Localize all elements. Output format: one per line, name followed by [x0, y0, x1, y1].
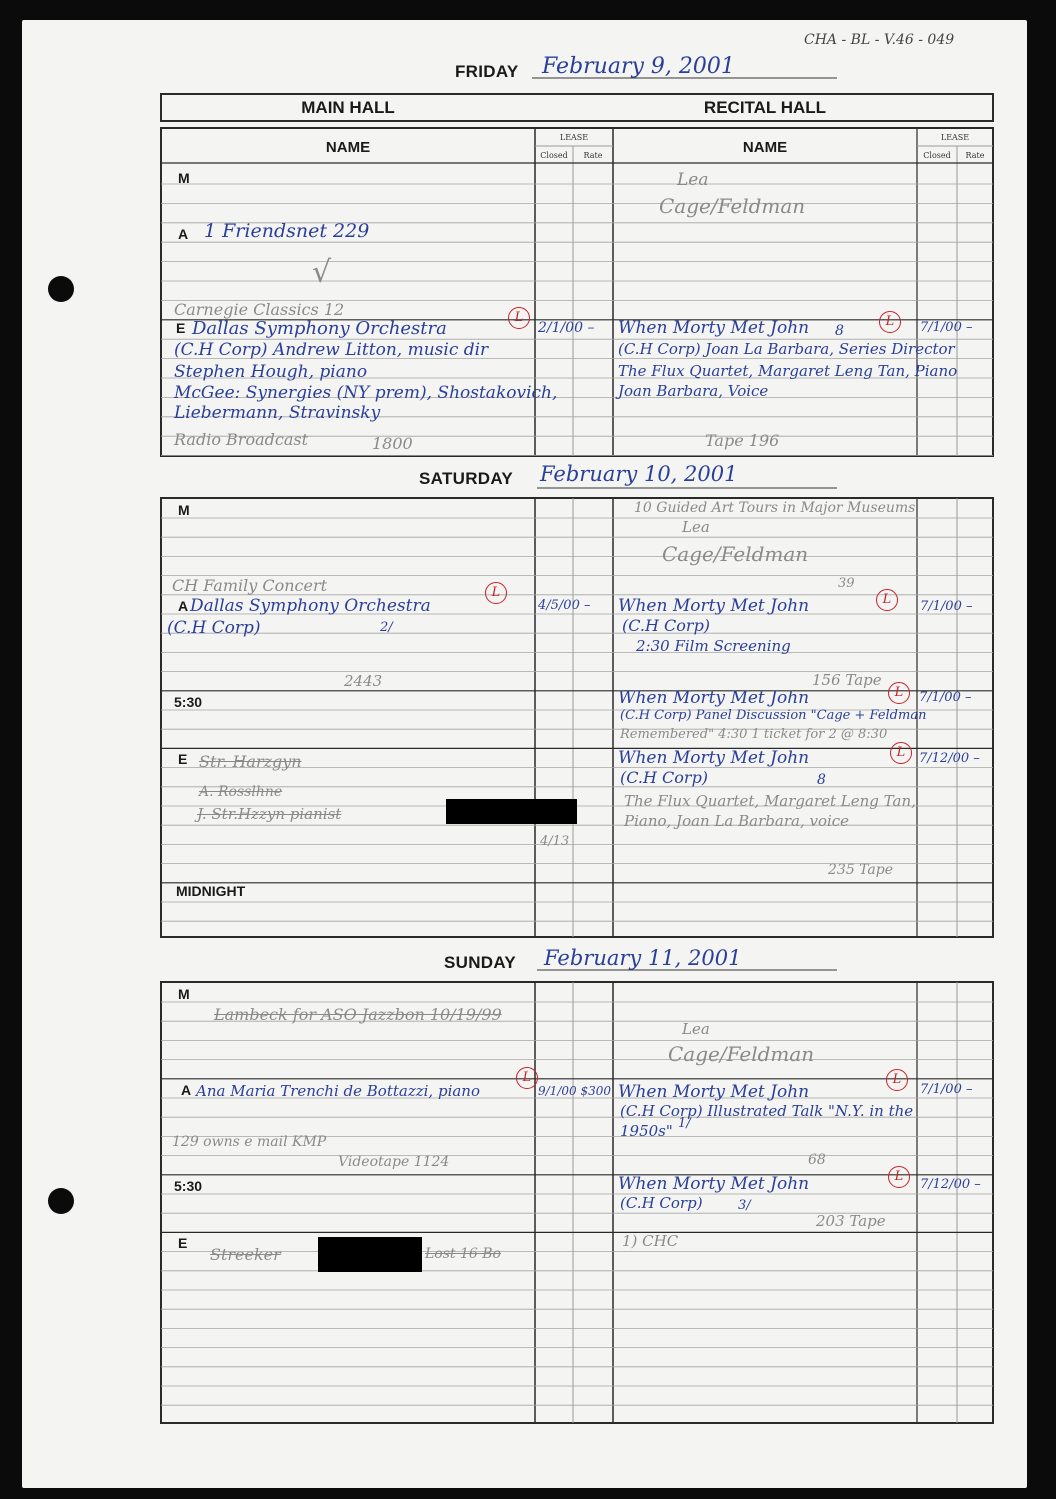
- friday-count: 1800: [372, 434, 413, 453]
- saturday-recital-e: When Morty Met John: [618, 748, 810, 768]
- saturday-recital-a: When Morty Met John: [618, 596, 810, 616]
- saturday-e-date: 4/13: [540, 834, 570, 849]
- saturday-main-frac: 2/: [380, 620, 393, 635]
- row-label-a: A: [178, 226, 189, 242]
- name-column-header-main: NAME: [325, 139, 371, 156]
- friday-main-a-entry: 1 Friendsnet 229: [204, 220, 370, 242]
- friday-main-e-line: Liebermann, Stravinsky: [174, 403, 381, 423]
- sunday-recital-a: 1950s": [620, 1122, 673, 1140]
- saturday-recital-a: 2:30 Film Screening: [636, 637, 791, 655]
- ledger-grid: [22, 20, 1027, 1488]
- closed-header-recital: Closed: [923, 151, 951, 160]
- main-hall-header: MAIN HALL: [301, 98, 395, 117]
- saturday-date: February 10, 2001: [540, 462, 738, 486]
- friday-recital-e-line: The Flux Quartet, Margaret Leng Tan, Piano: [618, 362, 958, 380]
- day-label-friday: FRIDAY: [455, 62, 519, 81]
- saturday-recital-tape: 156 Tape: [812, 671, 882, 689]
- saturday-recital-530: (C.H Corp) Panel Discussion "Cage + Feldman: [620, 708, 927, 723]
- friday-recital-e-line: Joan Barbara, Voice: [618, 382, 769, 400]
- row-label-e: E: [178, 751, 188, 767]
- name-column-header-recital: NAME: [742, 139, 788, 156]
- row-label-a: A: [178, 598, 189, 614]
- saturday-main-a: (C.H Corp): [167, 618, 261, 638]
- closed-header-main: Closed: [540, 151, 568, 160]
- row-label-530: 5:30: [174, 694, 203, 710]
- lease-header-main: LEASE: [559, 133, 589, 142]
- friday-main-e-line: McGee: Synergies (NY prem), Shostakovich,: [174, 383, 558, 403]
- day-label-saturday: SATURDAY: [419, 469, 514, 488]
- rate-header-main: Rate: [583, 151, 603, 160]
- saturday-cross: J. Str.Hzzyn pianist: [197, 805, 342, 823]
- saturday-recital-top: Cage/Feldman: [662, 542, 809, 566]
- lease-mark: L: [888, 682, 910, 704]
- sunday-recital-a-closed: 7/1/00 –: [920, 1082, 973, 1097]
- saturday-recital-top: 10 Guided Art Tours in Major Museums: [634, 500, 916, 516]
- sunday-m-cross: Lambeck for ASO Jazzbon 10/19/99: [214, 1005, 502, 1024]
- saturday-recital-e-tape: 235 Tape: [828, 862, 894, 878]
- lease-mark: L: [516, 1067, 538, 1089]
- lease-mark: L: [508, 307, 530, 329]
- lease-mark: L: [876, 589, 898, 611]
- redaction-bar: [446, 799, 577, 824]
- row-label-midnight: MIDNIGHT: [176, 883, 246, 899]
- lease-mark: L: [879, 311, 901, 333]
- sunday-main-closed: 9/1/00 $300: [538, 1084, 611, 1098]
- saturday-recital-a: (C.H Corp): [622, 616, 711, 635]
- archive-stamp: CHA - BL - V.46 - 049: [804, 32, 955, 48]
- saturday-recital-e: The Flux Quartet, Margaret Leng Tan,: [624, 792, 916, 810]
- lease-mark: L: [886, 1069, 908, 1091]
- sunday-recital-530: (C.H Corp): [620, 1194, 703, 1212]
- binder-hole: [48, 1188, 74, 1214]
- row-label-m: M: [178, 170, 190, 186]
- sunday-recital-530-frac: 3/: [738, 1198, 751, 1213]
- saturday-recital-530: When Morty Met John: [618, 688, 810, 708]
- sunday-recital-a-frac: 1/: [678, 1116, 691, 1131]
- ledger-page: [22, 20, 1027, 1488]
- saturday-recital-a-closed: 7/1/00 –: [920, 599, 973, 614]
- row-label-m: M: [178, 986, 190, 1002]
- row-label-530: 5:30: [174, 1178, 203, 1194]
- friday-main-closed: 2/1/00 –: [538, 320, 595, 336]
- friday-main-e-line: (C.H Corp) Andrew Litton, music dir: [174, 340, 489, 360]
- saturday-recital-530-closed: 7/1/00 –: [919, 690, 972, 705]
- friday-carnegie: Carnegie Classics 12: [174, 300, 345, 319]
- friday-recital-top: Cage/Feldman: [659, 194, 806, 218]
- saturday-main-a: Dallas Symphony Orchestra: [190, 596, 431, 616]
- friday-recital-e-line: (C.H Corp) Joan La Barbara, Series Director: [618, 340, 955, 358]
- saturday-recital-num: 39: [838, 576, 855, 591]
- saturday-count: 2443: [344, 672, 383, 690]
- sunday-recital-a: When Morty Met John: [618, 1082, 810, 1102]
- friday-recital-top: Lea: [677, 170, 709, 190]
- sunday-e-cross: Streeker: [210, 1245, 281, 1264]
- lease-mark: L: [888, 1166, 910, 1188]
- lease-mark: L: [890, 742, 912, 764]
- check-mark: √: [312, 255, 332, 290]
- sunday-e-cross: Lost 16 Bo: [425, 1246, 501, 1262]
- row-label-e: E: [176, 320, 186, 336]
- friday-radio: Radio Broadcast: [174, 430, 308, 449]
- sunday-main-a: Ana Maria Trenchi de Bottazzi, piano: [196, 1082, 480, 1100]
- sunday-recital-530: When Morty Met John: [618, 1174, 810, 1194]
- friday-main-e-line: Dallas Symphony Orchestra: [192, 318, 447, 339]
- sunday-date: February 11, 2001: [544, 946, 742, 970]
- friday-recital-closed: 7/1/00 –: [920, 320, 973, 335]
- friday-recital-e-line: When Morty Met John: [618, 318, 810, 338]
- day-label-sunday: SUNDAY: [444, 953, 517, 972]
- binder-hole: [48, 276, 74, 302]
- row-label-e: E: [178, 1235, 188, 1251]
- sunday-recital-top: Lea: [682, 1020, 710, 1038]
- saturday-recital-e-num: 8: [817, 772, 826, 788]
- sunday-recital-e-note: 1) CHC: [622, 1232, 679, 1250]
- sunday-recital-530-closed: 7/12/00 –: [920, 1177, 981, 1192]
- friday-date: February 9, 2001: [542, 54, 735, 79]
- friday-recital-num: 8: [835, 323, 844, 339]
- sunday-note: 129 owns e mail KMP: [172, 1134, 327, 1150]
- saturday-recital-e: (C.H Corp): [620, 768, 709, 787]
- sunday-recital-top: Cage/Feldman: [668, 1042, 815, 1066]
- row-label-a: A: [181, 1082, 192, 1098]
- saturday-cross: A. Rosslhne: [199, 784, 283, 800]
- sunday-recital-tape: 203 Tape: [816, 1212, 886, 1230]
- redaction-bar: [318, 1237, 422, 1272]
- lease-mark: L: [485, 582, 507, 604]
- sunday-note: Videotape 1124: [338, 1154, 450, 1170]
- recital-hall-header: RECITAL HALL: [703, 98, 827, 117]
- saturday-main-closed: 4/5/00 –: [538, 598, 591, 613]
- saturday-family: CH Family Concert: [172, 576, 328, 595]
- saturday-cross: Str. Harzgyn: [199, 752, 302, 771]
- friday-recital-tape: Tape 196: [705, 431, 780, 450]
- rate-header-recital: Rate: [965, 151, 985, 160]
- saturday-recital-e: Piano, Joan La Barbara, voice: [624, 812, 850, 830]
- saturday-recital-530: Remembered" 4:30 1 ticket for 2 @ 8:30: [620, 727, 888, 742]
- sunday-recital-a: (C.H Corp) Illustrated Talk "N.Y. in the: [620, 1102, 914, 1120]
- saturday-recital-top: Lea: [682, 518, 710, 536]
- lease-header-recital: LEASE: [940, 133, 970, 142]
- row-label-m: M: [178, 502, 190, 518]
- saturday-recital-e-closed: 7/12/00 –: [919, 751, 980, 766]
- sunday-recital-num: 68: [808, 1152, 826, 1168]
- friday-main-e-line: Stephen Hough, piano: [174, 362, 368, 382]
